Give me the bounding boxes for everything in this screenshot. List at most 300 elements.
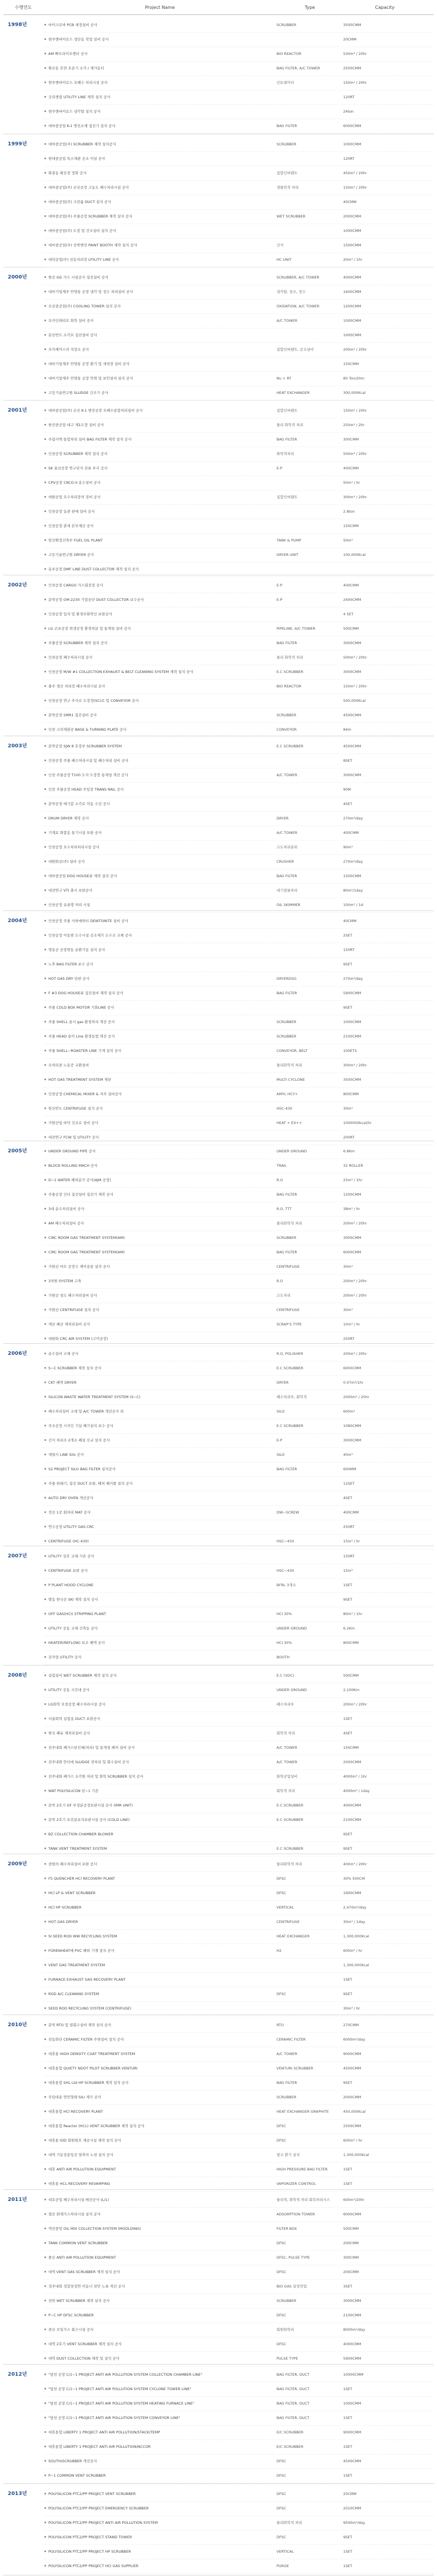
bullet-icon: [44, 2139, 46, 2141]
project-name: 인천 고려제관공 BASE & TURNING PLATE 공사: [43, 723, 277, 737]
table-row: [43, 47, 434, 62]
table-row: [43, 1303, 434, 1318]
project-name: 화광동 확산장 정화 공사: [43, 166, 277, 180]
project-capacity: 25m³ / 1hr: [343, 1178, 363, 1182]
bullet-icon: [44, 2213, 46, 2215]
project-name: 마이크로바 PCB 세정설비 공사: [43, 18, 277, 32]
table-row: [43, 1607, 434, 1622]
table-row: [43, 1741, 434, 1755]
project-type: SCRUBBER: [277, 23, 297, 27]
project-capacity: 4000CMM: [343, 275, 361, 280]
project-capacity: 3000CMM: [343, 1236, 361, 1240]
project-name: 주물 SHELL~ROASTER LINE 기계 설치 공사: [43, 1044, 277, 1058]
project-rows: [43, 1347, 434, 1549]
bullet-icon: [44, 2417, 46, 2418]
project-capacity: 1SET: [343, 2167, 353, 2172]
project-type: Nu + RT: [277, 376, 292, 381]
project-capacity: 1000CMM: [343, 333, 361, 337]
year-label: 2000년: [8, 275, 27, 280]
project-type: 화학적처리: [277, 452, 294, 456]
table-row: [43, 1828, 434, 1842]
project-name: P~1 COMMON VENT SCRUBBER: [43, 2469, 277, 2483]
bullet-icon: [44, 510, 46, 512]
project-name: 굿리셋링 UTILITY LINE 제작 설치 공사: [43, 90, 277, 104]
project-type: R.O, TTT: [277, 1207, 292, 1211]
project-type: FILTER BOX: [277, 2226, 297, 2231]
table-row: [43, 1405, 434, 1419]
project-capacity: 270m²/day: [343, 859, 363, 864]
table-row: [43, 1712, 434, 1727]
table-row: [43, 181, 434, 195]
project-type: SILO: [277, 1453, 285, 1457]
bullet-icon: [44, 1006, 46, 1008]
project-capacity: 9SET: [343, 962, 353, 966]
project-type: BAG FILTER: [277, 437, 297, 442]
project-name: 대휴통합 LIBERTY 1 PROJECT ANTI AIR POLLUTION/NCCOR: [43, 2440, 277, 2454]
table-row: [43, 1872, 434, 1886]
project-name: F #3 DOG HOUSE류 집진설비 제작 설치 공사: [43, 986, 277, 1000]
project-type: DFSC: [277, 2342, 287, 2346]
table-row: [43, 943, 434, 958]
project-capacity: 1SET: [343, 1717, 353, 1721]
project-name: S~C SCRUBBER 제작 설치 공사: [43, 1362, 277, 1375]
project-type: BIO REACTOR: [277, 684, 302, 689]
project-type: 물리적, 화학적 처리 회복처리시스: [277, 2198, 330, 2202]
project-type: A/C TOWER: [277, 831, 298, 835]
bullet-icon: [44, 291, 46, 292]
table-row: [43, 1347, 434, 1362]
project-type: HIGH PRESSURE BAG FILTER: [277, 2167, 328, 2172]
project-name: "담천 공장 C/1~1 PROJECT ANTI AIR POLLUTION SYSTEM CYCLONE TOWER LINE": [43, 2382, 277, 2396]
project-name: 주물 COLD BOX MOTOR 기화LINE 공사: [43, 1001, 277, 1015]
project-name: UNDER GROUND PIPE 공사: [43, 1145, 277, 1158]
project-name: 주물공장 SCRUBBER 제작 설치 공사: [43, 636, 277, 650]
project-type: HEAT EXCHANGER: [277, 1934, 310, 1939]
project-type: HEAT EXCHANGER GRAPHITE: [277, 2109, 329, 2114]
bullet-icon: [44, 110, 46, 112]
table-row: [43, 1578, 434, 1593]
project-name: F5 QUENCHER HCl RECOVERY PLANT: [43, 1872, 277, 1886]
project-name: 주물 SHELL 올시 gas 환경처리 개선 공사: [43, 1015, 277, 1029]
project-name: 문산반도 소각로 집진설비 공사: [43, 328, 277, 342]
project-type: BAG FILTER: [277, 1250, 297, 1254]
project-type: DRYER: [277, 816, 289, 821]
project-type: VENTURI SCRUBBER: [277, 2066, 314, 2071]
project-capacity: 150RT: [343, 948, 355, 952]
bullet-icon: [44, 525, 46, 527]
table-row: [43, 1727, 434, 1741]
project-name: DRUM DRYER 제작 공사: [43, 812, 277, 826]
project-name: 대마중공업(주) 도장 및 건조설비 설치 공사: [43, 224, 277, 238]
bullet-icon: [44, 2474, 46, 2476]
project-capacity: 40CMM: [343, 200, 357, 204]
bullet-icon: [44, 201, 46, 203]
project-capacity: 300CMM: [343, 437, 359, 442]
bullet-icon: [44, 2154, 46, 2155]
table-row: [43, 2091, 434, 2105]
project-capacity: 30m³ / hr: [343, 2006, 360, 2011]
year-section: [3, 1546, 434, 1666]
table-row: [43, 2134, 434, 2148]
table-row: [43, 2382, 434, 2397]
project-type: BAG FILTER, A/C TOWER: [277, 66, 320, 70]
project-name: 주입대용 연안형태 SILI 제가 공사: [43, 2091, 277, 2104]
project-capacity: 1200CMM: [343, 1192, 361, 1197]
bullet-icon: [44, 760, 46, 761]
table-row: [43, 651, 434, 665]
project-capacity: 38m³ / hr: [343, 1207, 360, 1211]
project-capacity: 2SET: [343, 933, 353, 938]
bullet-icon: [44, 1804, 46, 1806]
project-name: 확산동 호면 오존기 소각 / 재가동터: [43, 62, 277, 75]
project-capacity: 1,300,000Kcal: [343, 1934, 369, 1939]
bullet-icon: [44, 992, 46, 994]
project-capacity: 3500CMM: [343, 23, 361, 27]
project-capacity: 4000m³ / 1day: [343, 1789, 370, 1793]
bullet-icon: [44, 2431, 46, 2433]
bullet-icon: [44, 1689, 46, 1691]
bullet-icon: [44, 1439, 46, 1441]
project-name: 암진확장건축부 FUEL OIL PLANT: [43, 534, 277, 548]
project-capacity: 450m³ / 20hr: [343, 171, 367, 175]
project-name: 대휴통합 LIBERTY 1 PROJECT ANTI AIR POLLUTION/STACK/TEMP: [43, 2426, 277, 2440]
project-capacity: 500m³ / 20hr: [343, 452, 367, 456]
table-row: [43, 1622, 434, 1636]
project-name: 가원산 마트 공장수 재이송통 설치 공사: [43, 1260, 277, 1274]
bullet-icon: [44, 1877, 46, 1879]
table-row: [43, 1102, 434, 1116]
project-capacity: 2400CMM: [343, 598, 361, 602]
project-name: 문막공장 메기봉 소각로 이동 수선 공사: [43, 797, 277, 811]
project-rows: [43, 740, 434, 913]
bullet-icon: [44, 2053, 46, 2054]
bullet-icon: [44, 453, 46, 454]
project-capacity: 150CMM: [343, 362, 359, 366]
bullet-icon: [44, 978, 46, 979]
bullet-icon: [44, 172, 46, 174]
table-row: [43, 579, 434, 593]
bullet-icon: [44, 305, 46, 307]
table-row: [43, 447, 434, 462]
table-row: [43, 1915, 434, 1930]
bullet-icon: [44, 875, 46, 877]
project-capacity: 500m³ / 20hr: [343, 655, 367, 660]
project-name: SI SEED ROD WW RECYCLING SYSTEM: [43, 1930, 277, 1944]
year-label: 2010년: [8, 2022, 27, 2028]
table-row: [43, 1173, 434, 1188]
project-type: OXIDATION, A/C TOWER: [277, 304, 320, 308]
year-label: 1999년: [8, 141, 27, 147]
project-type: H2: [277, 1949, 282, 1953]
project-name: HOT GAS TREATMENT SYSTEM 제단: [43, 1073, 277, 1087]
table-row: [43, 1448, 434, 1462]
project-name: POLYSILICON PTC2/PP PROJECT EMERGENCY SCRUBBER: [43, 2502, 277, 2516]
project-name: 대휴통합 SHL Ltd HP SCRUBBER 제작 설치 공사: [43, 2076, 277, 2090]
project-capacity: 150m³ / 20hr: [343, 80, 367, 85]
project-type: VERTICAL: [277, 2549, 294, 2554]
bullet-icon: [44, 2183, 46, 2184]
project-name: 대마기업제주 안양통 공장 악취 및 보안설비 설치 공사: [43, 372, 277, 386]
bullet-icon: [44, 96, 46, 98]
project-name: POLYSILICON PTC2/PP PROJECT STAND TOWER: [43, 2531, 277, 2544]
project-name: 현주엔바이로스 냉각탑 설치 공사: [43, 105, 277, 119]
table-row: [43, 2002, 434, 2016]
project-capacity: 500CMM: [343, 1673, 359, 1678]
project-name: POLYSILICON PTC2/PP PROJECT VENT SCRUBBER: [43, 2487, 277, 2501]
table-row: [43, 2397, 434, 2411]
project-capacity: 2100CMM: [343, 1034, 361, 1039]
table-row: [43, 1550, 434, 1564]
table-row: [43, 723, 434, 737]
bullet-icon: [44, 1511, 46, 1513]
table-row: [43, 694, 434, 708]
project-name: 대휴통 HCL RECOVERY REVAMPING: [43, 2177, 277, 2191]
table-row: [43, 2105, 434, 2119]
table-row: [43, 2236, 434, 2251]
table-row: [43, 2294, 434, 2309]
table-row: [43, 972, 434, 986]
project-name: 액선중앙 OIL MIX COLLECTION SYSTEM (MOOLDING): [43, 2222, 277, 2236]
bullet-icon: [44, 627, 46, 629]
project-name: BZ COLLECTION CHAMBER BLOWER: [43, 1828, 277, 1841]
project-type: SILO: [277, 1409, 285, 1414]
project-capacity: 4500CMM: [343, 744, 361, 748]
project-type: UNDER GROUND: [277, 1149, 307, 1153]
project-name: 철산 화재가스처리시설 설치 공사: [43, 2208, 277, 2221]
bullet-icon: [44, 1021, 46, 1023]
bullet-icon: [44, 2388, 46, 2390]
project-name: 대마중공업 DOG HOUSE류 제작 설치 공사: [43, 869, 277, 883]
project-name: 오카인테리오 화학 설비 공사: [43, 314, 277, 328]
year-label: 2012년: [8, 2372, 27, 2377]
header-year: 수행연도: [14, 4, 32, 10]
table-row: [43, 2309, 434, 2323]
project-capacity: 4SET: [343, 1731, 353, 1735]
project-capacity: 20m³ / 1hr: [343, 257, 363, 262]
bullet-icon: [44, 1718, 46, 1719]
bullet-icon: [44, 1193, 46, 1195]
project-type: 회원화학리: [277, 2327, 294, 2332]
project-rows: [43, 2487, 434, 2574]
bullet-icon: [44, 2343, 46, 2345]
table-row: [43, 1477, 434, 1491]
table-row: [43, 1593, 434, 1607]
project-capacity: 10m³ / hr: [343, 1322, 360, 1327]
project-type: BAG FILTER, DUCT: [277, 2416, 310, 2420]
project-type: CRUSHER: [277, 859, 294, 864]
header-type: Type: [304, 4, 315, 10]
bullet-icon: [44, 1482, 46, 1484]
project-type: PULSE TYPE: [277, 2356, 298, 2361]
table-row: [43, 914, 434, 929]
bullet-icon: [44, 2565, 46, 2567]
project-type: TRAIL: [277, 1163, 287, 1168]
project-type: DFSC: [277, 2138, 287, 2143]
project-type: E/C SCRUBBER: [277, 2445, 304, 2449]
bullet-icon: [44, 1906, 46, 1908]
project-type: E-P: [277, 1438, 283, 1443]
project-capacity: 4500CMM: [343, 2459, 361, 2463]
project-type: SCRUBBER: [277, 2299, 297, 2303]
table-row: [43, 404, 434, 418]
project-name: CPV공장 CRCO-II 송수설비 공사: [43, 476, 277, 490]
bullet-icon: [44, 817, 46, 819]
table-row: [43, 1755, 434, 1770]
project-type: DFSC: [277, 2313, 287, 2317]
project-type: ADSORPTION TOWER: [277, 2212, 315, 2216]
table-row: [43, 1886, 434, 1901]
project-name: 대원화 CRC AIR SYSTEM (구미공장): [43, 1332, 277, 1346]
project-capacity: 2500CMM: [343, 2124, 361, 2128]
table-row: [43, 253, 434, 267]
table-row: [43, 2454, 434, 2469]
bullet-icon: [44, 2507, 46, 2509]
project-capacity: 600m³/20hr: [343, 2198, 365, 2202]
table-row: [43, 476, 434, 490]
project-type: 집합인버랜트, 공조설비: [277, 347, 314, 352]
project-capacity: 600MM: [343, 1467, 356, 1471]
project-type: 회학적 처리: [277, 1731, 295, 1735]
project-name: CENTRIFUGE 보완 공사: [43, 1564, 277, 1578]
table-row: [43, 1044, 434, 1059]
bullet-icon: [44, 2550, 46, 2552]
project-type: SCRUBBER: [277, 1020, 297, 1024]
year-section: [3, 575, 434, 736]
project-name: D~1 WATER 폐처분가 공사(AJM 공장): [43, 1173, 277, 1187]
year-section: [3, 2015, 434, 2190]
table-row: [43, 1030, 434, 1044]
table-row: [43, 1001, 434, 1015]
bullet-icon: [44, 1964, 46, 1966]
project-rows: [43, 1858, 434, 2016]
project-capacity: 2100CMM: [343, 2313, 361, 2317]
project-name: 대원화공(주) 설비 공사: [43, 855, 277, 869]
table-row: [43, 285, 434, 300]
bullet-icon: [44, 215, 46, 217]
project-name: 주물 한쇄기, 집진 DUCT 보완, 폐처 패키플 설치 공사: [43, 1477, 277, 1491]
project-capacity: 6.2Km: [343, 1626, 355, 1631]
table-row: [43, 783, 434, 797]
bullet-icon: [44, 861, 46, 862]
project-capacity: 5900CMM: [343, 991, 361, 995]
bullet-icon: [44, 728, 46, 730]
table-row: [43, 797, 434, 812]
project-name: VENT GAS TREATMENT SYSTEM: [43, 1958, 277, 1972]
bullet-icon: [44, 656, 46, 658]
bullet-icon: [44, 334, 46, 336]
year-label: 2004년: [8, 918, 27, 924]
table-row: [43, 1564, 434, 1578]
project-name: WAT POLYSILICON 단~1 기존: [43, 1784, 277, 1798]
bullet-icon: [44, 409, 46, 411]
table-row: [43, 2440, 434, 2454]
project-name: HOT GAS DRYER: [43, 1915, 277, 1929]
project-type: UNDER GROUND: [277, 1688, 307, 1692]
project-capacity: 9SET: [343, 1832, 353, 1836]
project-name: 한진중공업 대구 제1도장 설비 공사: [43, 418, 277, 432]
project-capacity: 4000m³ / 1hr: [343, 1774, 367, 1779]
project-type: 고도처리: [277, 1293, 291, 1298]
project-capacity: 40CMM: [343, 919, 357, 923]
bullet-icon: [44, 2111, 46, 2112]
table-row: [43, 1930, 434, 1944]
project-capacity: 1000000kcal/hr: [343, 1121, 372, 1125]
bullet-icon: [44, 348, 46, 350]
bullet-icon: [44, 934, 46, 936]
table-row: [43, 166, 434, 181]
bullet-icon: [44, 2024, 46, 2026]
project-rows: [43, 579, 434, 737]
project-type: HEAT + EX++: [277, 1121, 302, 1125]
project-type: SCRUBBER: [277, 1236, 297, 1240]
project-capacity: 4500CMM: [343, 2066, 361, 2071]
bullet-icon: [44, 1425, 46, 1426]
bullet-icon: [44, 1410, 46, 1412]
project-name: 주물 HEAD 용이 Line 환경동법 개선 공사: [43, 1030, 277, 1044]
table-row: [43, 608, 434, 622]
project-capacity: 120RT: [343, 95, 355, 99]
bullet-icon: [44, 2199, 46, 2200]
project-capacity: 600m³: [343, 1409, 355, 1414]
table-row: [43, 1901, 434, 1915]
table-row: [43, 271, 434, 285]
project-name: "담천 공장 C/1~1 PROJECT ANTI AIR POLLUTION SYSTEM HEATING FURNACE LINE": [43, 2397, 277, 2411]
project-capacity: 6000m²/day: [343, 2037, 365, 2042]
project-name: 폴산 ANTI AIR POLLUTION EQUIPMENT: [43, 2251, 277, 2265]
bullet-icon: [44, 2228, 46, 2229]
project-name: UTILITY 상호 교체 기존 공사: [43, 1550, 277, 1563]
bullet-icon: [44, 2007, 46, 2009]
project-capacity: 500CMM: [343, 2226, 359, 2231]
table-row: [43, 490, 434, 505]
project-name: 대덕공업(주) 진동처리장 UTILITY LINE 공사: [43, 253, 277, 267]
table-row: [43, 2487, 434, 2502]
project-name: 현주엔바이로스 오폐수 처리시설 공사: [43, 76, 277, 90]
project-type: SCRUBBER, A/C TOWER: [277, 275, 319, 280]
project-name: 대휴통 HIGH DENSITY COAT TREATMENT SYSTEM: [43, 2047, 277, 2061]
table-row: [43, 1813, 434, 1828]
project-name: 대마중공업(주) 주물공장 SCRUBBER 제작 설치 공사: [43, 210, 277, 224]
table-row: [43, 1274, 434, 1289]
table-row: [43, 1698, 434, 1712]
project-type: HCI 30%: [277, 1612, 292, 1616]
project-name: AM 빠트라이오엔터 공사: [43, 47, 277, 61]
bullet-icon: [44, 671, 46, 672]
project-type: DFSC: [277, 2124, 287, 2128]
project-type: 폐수처리부, 회학적: [277, 1395, 307, 1399]
project-type: E/C SCRUBBER: [277, 2430, 304, 2435]
project-type: SCRUBBER: [277, 1034, 297, 1039]
project-capacity: 30m³ / 1day: [343, 1920, 365, 1924]
bullet-icon: [44, 642, 46, 644]
project-name: 인천공장 이동현 도수시설 공조제가 도수조 교체 공사: [43, 929, 277, 943]
project-name: TANK COMMON VENT SCRUBBER: [43, 2236, 277, 2250]
project-capacity: 1000CMM: [343, 142, 361, 146]
project-capacity: 30m³: [343, 1264, 353, 1269]
project-capacity: 2000CMM: [343, 1760, 361, 1764]
project-type: E.C SCRUBBER: [277, 1366, 304, 1370]
project-capacity: 9SET: [343, 2535, 353, 2539]
project-capacity: 450,000Kcal: [343, 2109, 366, 2114]
project-capacity: 1SET: [343, 2549, 353, 2554]
bullet-icon: [44, 949, 46, 950]
project-name: 대마중공업 K-1 엔진소재 집진기 설치 공사: [43, 119, 277, 133]
table-row: [43, 1318, 434, 1332]
project-type: BAG FILTER, DUCT: [277, 2387, 310, 2391]
bullet-icon: [44, 1526, 46, 1527]
project-name: "담천 공장 C/1~1 PROJECT ANTI AIR POLLUTION SYSTEM COLLECTION CHAMBER LINE": [43, 2368, 277, 2382]
project-type: 화학공업설비: [277, 1774, 298, 1779]
